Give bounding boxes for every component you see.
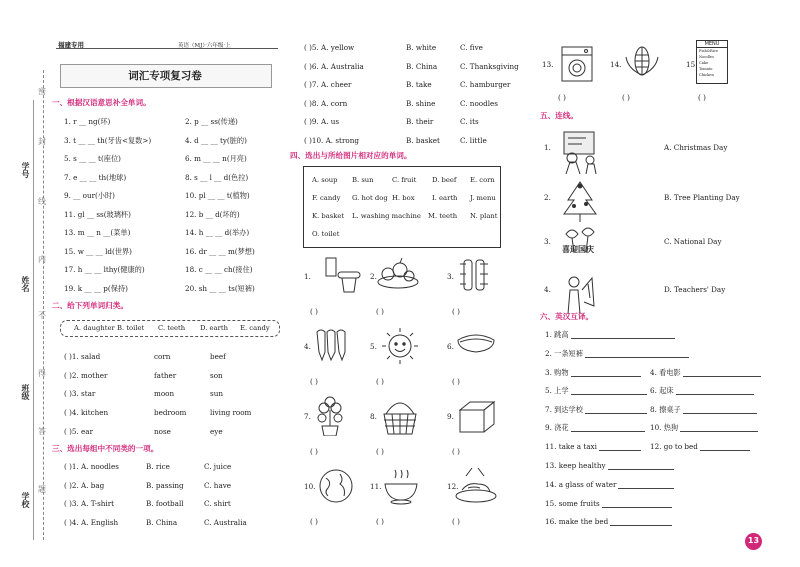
odd-one-out-item[interactable]: ( )6. A. Australia	[304, 61, 364, 71]
fill-blank-item[interactable]: 7. e __ __ th(地球)	[64, 172, 127, 182]
picture-basket-icon	[378, 396, 422, 436]
odd-one-out-option: B. China	[146, 518, 178, 528]
page-title: 词汇专项复习卷	[128, 70, 202, 82]
picture-menu-card	[696, 40, 728, 84]
picture-word-option: O. toilet	[312, 230, 340, 238]
section1-heading: 一、根据汉语意思补全单词。	[52, 98, 151, 107]
seal-char: 题	[38, 485, 46, 494]
picture-number: 1.	[304, 272, 311, 281]
answer-line[interactable]	[608, 469, 674, 470]
translation-item: 9. 浇花	[545, 423, 569, 432]
fill-blank-item[interactable]: 18. c __ __ ch(接住)	[185, 265, 253, 274]
picture-plant-icon	[308, 396, 352, 436]
odd-one-out-option: C. five	[460, 43, 483, 52]
section6-heading: 六、英汉互译。	[540, 312, 594, 321]
header-right-label: 英语（MJ）·六年级·上	[178, 43, 231, 49]
match-picture-1-icon	[556, 130, 602, 174]
picture-word-option: D. beef	[432, 176, 457, 184]
translation-item: 14. a glass of water	[545, 480, 617, 489]
translation-item: 5. 上学	[545, 386, 569, 395]
picture-sun-icon	[378, 326, 422, 366]
translation-item: 4. 看电影	[650, 368, 681, 377]
national-day-banner: 喜迎国庆	[562, 245, 594, 254]
odd-one-out-option: B. basket	[406, 135, 440, 145]
answer-line[interactable]	[599, 450, 641, 451]
odd-one-out-item[interactable]: ( )2. A. bag	[64, 480, 105, 490]
answer-line[interactable]	[683, 413, 757, 414]
seal-char: 内	[38, 255, 46, 264]
answer-blank[interactable]: ( )	[698, 93, 706, 102]
fill-blank-item[interactable]: 15. w __ __ ld(世界)	[64, 246, 132, 256]
answer-blank[interactable]: ( )	[376, 517, 384, 526]
translation-item: 7. 到达学校	[545, 405, 583, 414]
translation-item: 6. 起床	[650, 386, 674, 395]
word-option: C. teeth	[158, 324, 186, 332]
picture-word-option: C. fruit	[392, 176, 417, 184]
word-option: A. daughter	[74, 324, 115, 332]
odd-one-out-option: B. white	[406, 43, 437, 52]
answer-line[interactable]	[700, 450, 750, 451]
fill-blank-item[interactable]: 17. h __ __ lthy(健康的)	[64, 265, 145, 274]
classify-word: eye	[210, 426, 223, 436]
odd-one-out-option: C. hamburger	[460, 80, 511, 89]
answer-blank[interactable]: ( )	[376, 377, 384, 386]
picture-word-option: A. soup	[312, 176, 338, 184]
picture-fruit-icon	[376, 256, 420, 296]
odd-one-out-option: B. their	[406, 117, 434, 126]
odd-one-out-option: B. China	[406, 61, 438, 71]
picture-soup-icon	[379, 466, 423, 506]
fill-blank-item[interactable]: 10. pl __ __ t(植物)	[185, 191, 250, 200]
odd-one-out-option: C. have	[204, 480, 232, 490]
odd-one-out-item[interactable]: ( )1. A. noodles	[64, 462, 119, 471]
match-option[interactable]: C. National Day	[664, 237, 722, 246]
fill-blank-item[interactable]: 13. m __ n __(菜单)	[64, 228, 131, 237]
menu-card-item: Noodles	[699, 55, 714, 59]
menu-card-item: Tomato	[699, 67, 713, 71]
picture-teeth-icon	[313, 326, 357, 366]
fill-blank-item[interactable]: 11. gl __ ss(玻璃杯)	[64, 209, 131, 219]
answer-blank[interactable]: ( )	[310, 447, 318, 456]
picture-beef-icon	[454, 466, 498, 506]
fill-blank-item[interactable]: 5. s __ __ t(座位)	[64, 154, 121, 163]
answer-line[interactable]	[571, 338, 675, 339]
picture-number: 8.	[370, 412, 377, 421]
fill-blank-item[interactable]: 16. dr __ __ m(梦想)	[185, 246, 255, 256]
picture-word-option: G. hot dog	[352, 194, 388, 202]
answer-line[interactable]	[571, 376, 641, 377]
answer-blank[interactable]: ( )	[310, 517, 318, 526]
menu-card-item: Cake	[699, 61, 709, 65]
translation-item: 2. 一条短裤	[545, 349, 583, 358]
picture-earth-icon	[314, 466, 358, 506]
fill-blank-item[interactable]: 9. __ our(小时)	[64, 191, 115, 200]
answer-blank[interactable]: ( )	[376, 307, 384, 316]
fill-blank-item[interactable]: 4. d __ __ ty(脏的)	[185, 135, 247, 145]
answer-line[interactable]	[618, 488, 674, 489]
classify-word: moon	[154, 389, 175, 399]
picture-word-option: B. sun	[352, 176, 374, 184]
picture-number: 4.	[304, 342, 311, 351]
answer-line[interactable]	[585, 357, 689, 358]
fill-blank-item[interactable]: 6. m __ __ n(月亮)	[185, 154, 247, 163]
picture-word-option: F. candy	[312, 194, 341, 202]
fill-blank-item[interactable]: 20. sh __ __ ts(短裤)	[185, 283, 255, 293]
fill-blank-item[interactable]: 12. b __ d(坏的)	[185, 209, 240, 219]
odd-one-out-item[interactable]: ( )10. A. strong	[304, 135, 359, 145]
section4-heading: 四、选出与所给图片相对应的单词。	[290, 151, 412, 160]
answer-line[interactable]	[680, 431, 758, 432]
answer-blank[interactable]: ( )	[310, 377, 318, 386]
translation-item: 1. 跳高	[545, 330, 569, 339]
odd-one-out-option: B. shine	[406, 98, 436, 108]
odd-one-out-option: C. noodles	[460, 98, 498, 108]
match-picture-4-icon	[556, 272, 602, 316]
section3-heading: 三、选出每组中不同类的一项。	[52, 444, 159, 453]
classify-word: bedroom	[154, 408, 187, 418]
picture-word-option: N. plant	[470, 212, 498, 220]
section5-heading: 五、连线。	[540, 111, 578, 120]
odd-one-out-option: C. Australia	[204, 518, 247, 528]
translation-item: 13. keep healthy	[545, 461, 606, 470]
answer-blank[interactable]: ( )	[376, 447, 384, 456]
odd-one-out-option: B. take	[406, 80, 432, 89]
translation-item: 16. make the bed	[545, 517, 609, 526]
classify-word: nose	[154, 426, 171, 436]
seal-char: 封	[38, 137, 46, 146]
fill-blank-item[interactable]: 8. s __ l __ d(色拉)	[185, 172, 249, 182]
classify-word: son	[210, 370, 223, 380]
picture-number: 5.	[370, 342, 377, 351]
odd-one-out-option: B. football	[146, 499, 184, 509]
picture-number: 7.	[304, 412, 311, 421]
translation-item: 11. take a taxi	[545, 442, 597, 451]
picture-word-option: J. menu	[470, 194, 496, 202]
match-number: 2.	[544, 193, 551, 202]
classify-word: corn	[154, 352, 171, 361]
picture-number: 14.	[610, 60, 622, 69]
odd-one-out-item[interactable]: ( )9. A. us	[304, 117, 340, 126]
translation-item: 12. go to bed	[650, 442, 698, 451]
answer-blank[interactable]: ( )	[452, 447, 460, 456]
match-number: 1.	[544, 143, 551, 152]
odd-one-out-item[interactable]: ( )5. A. yellow	[304, 43, 355, 52]
picture-number: 10.	[304, 482, 316, 491]
odd-one-out-option: C. juice	[204, 462, 232, 471]
picture-word-option: M. teeth	[428, 212, 458, 220]
classify-word: sun	[210, 389, 223, 399]
answer-line[interactable]	[571, 431, 645, 432]
odd-one-out-option: C. little	[460, 135, 487, 145]
odd-one-out-option: C. its	[460, 117, 479, 126]
field-line	[33, 100, 34, 540]
picture-corn-icon	[620, 43, 664, 83]
answer-blank[interactable]: ( )	[452, 377, 460, 386]
picture-washer-icon	[556, 43, 600, 83]
picture-number: 11.	[370, 482, 382, 491]
field-class: 班级	[21, 384, 30, 400]
fill-blank-item[interactable]: 3. t __ __ th(牙齿<复数>)	[64, 135, 152, 145]
answer-line[interactable]	[683, 376, 761, 377]
picture-word-option: L. washing machine	[352, 212, 421, 220]
picture-word-option: E. corn	[470, 176, 495, 184]
word-option: E. candy	[240, 324, 270, 332]
answer-blank[interactable]: ( )	[310, 307, 318, 316]
odd-one-out-item[interactable]: ( )8. A. corn	[304, 98, 348, 108]
answer-line[interactable]	[571, 394, 647, 395]
fill-blank-item[interactable]: 14. h __ __ d(举办)	[185, 228, 250, 237]
page-number: 13	[747, 536, 760, 545]
translation-item: 10. 热狗	[650, 423, 679, 432]
picture-number: 6.	[447, 342, 454, 351]
header-left-label: 福建专用	[58, 41, 84, 49]
classify-item[interactable]: ( )5. ear	[64, 426, 94, 436]
odd-one-out-option: B. passing	[146, 480, 184, 490]
match-option[interactable]: D. Teachers' Day	[664, 285, 726, 294]
classify-item[interactable]: ( )4. kitchen	[64, 408, 109, 418]
picture-number: 2.	[370, 272, 377, 281]
answer-blank[interactable]: ( )	[452, 517, 460, 526]
translation-item: 8. 擦桌子	[650, 405, 681, 414]
picture-hotdog-icon	[454, 326, 498, 366]
menu-card-item: Fish&Rice	[699, 49, 718, 53]
menu-card-item: Chicken	[699, 73, 714, 77]
classify-word: living room	[210, 408, 252, 418]
classify-word: father	[154, 370, 177, 380]
classify-item[interactable]: ( )3. star	[64, 389, 96, 399]
picture-number: 3.	[447, 272, 454, 281]
classify-item[interactable]: ( )1. salad	[64, 352, 101, 361]
field-name: 姓名	[21, 276, 30, 292]
match-number: 3.	[544, 237, 551, 246]
fill-blank-item[interactable]: 1. r __ ng(环)	[64, 117, 111, 126]
odd-one-out-option: C. shirt	[204, 499, 231, 509]
answer-line[interactable]	[676, 394, 754, 395]
fill-blank-item[interactable]: 19. k __ __ p(保持)	[64, 283, 128, 293]
field-school: 学校	[21, 492, 30, 508]
answer-line[interactable]	[602, 507, 672, 508]
seal-char: 不	[38, 311, 46, 320]
picture-box-icon	[454, 396, 498, 436]
translation-item: 15. some fruits	[545, 499, 600, 508]
picture-number: 15.	[686, 60, 698, 69]
word-option: D. earth	[200, 324, 228, 332]
translation-item: 3. 购物	[545, 368, 569, 377]
picture-number: 13.	[542, 60, 554, 69]
picture-candy-icon	[454, 256, 498, 296]
picture-word-option: H. box	[392, 194, 415, 202]
seal-char: 得	[38, 369, 46, 378]
odd-one-out-item[interactable]: ( )7. A. cheer	[304, 80, 352, 89]
picture-number: 12.	[447, 482, 459, 491]
odd-one-out-option: C. Thanksgiving	[460, 61, 519, 71]
field-student-id: 学号	[21, 162, 30, 178]
odd-one-out-item[interactable]: ( )3. A. T-shirt	[64, 499, 115, 509]
classify-item[interactable]: ( )2. mother	[64, 370, 108, 380]
odd-one-out-option: B. rice	[146, 462, 170, 471]
match-picture-2-icon	[556, 180, 602, 224]
picture-word-option: I. earth	[432, 194, 458, 202]
fill-blank-item[interactable]: 2. p __ ss(传递)	[185, 117, 238, 126]
seal-char: 答	[38, 427, 46, 436]
odd-one-out-item[interactable]: ( )4. A. English	[64, 518, 119, 528]
section2-heading: 二、给下列单词归类。	[52, 301, 128, 310]
seal-char: 密	[38, 87, 46, 96]
seal-char: 线	[38, 197, 46, 206]
header-rule	[56, 48, 278, 49]
picture-toilet-icon	[322, 256, 366, 296]
picture-word-option: K. basket	[312, 212, 345, 220]
menu-card-heading: MENU	[697, 41, 727, 48]
picture-number: 9.	[447, 412, 454, 421]
word-option: B. toilet	[117, 324, 145, 332]
classify-word: beef	[210, 352, 226, 361]
match-option[interactable]: A. Christmas Day	[664, 143, 728, 152]
answer-blank[interactable]: ( )	[622, 93, 630, 102]
answer-line[interactable]	[610, 525, 672, 526]
match-option[interactable]: B. Tree Planting Day	[664, 193, 740, 202]
answer-line[interactable]	[585, 413, 647, 414]
answer-blank[interactable]: ( )	[558, 93, 566, 102]
match-number: 4.	[544, 285, 551, 294]
answer-blank[interactable]: ( )	[452, 307, 460, 316]
